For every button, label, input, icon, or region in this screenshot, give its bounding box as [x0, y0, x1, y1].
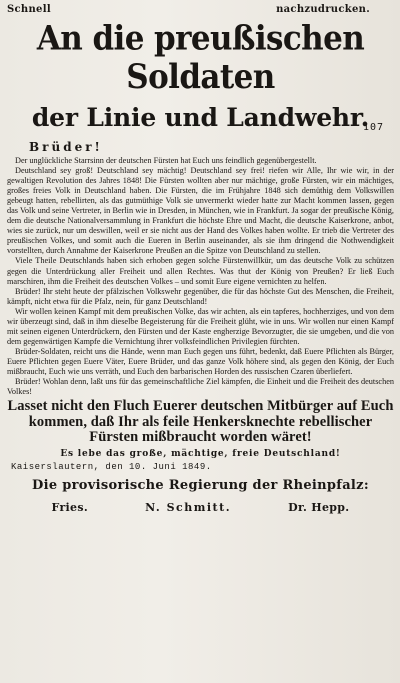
reprint-note: nachzudrucken.: [276, 4, 370, 15]
page-number: 107: [362, 122, 384, 133]
salutation: Brüder!: [29, 140, 103, 154]
signatory-hepp: Dr. Hepp.: [288, 500, 350, 514]
header-left-fragment: Schnell: [7, 4, 51, 15]
signatures-row: [7, 501, 394, 514]
place-and-date: Kaiserslautern, den 10. Juni 1849.: [11, 461, 212, 472]
closing-cheer: Es lebe das große, mächtige, freie Deutschland!: [60, 448, 341, 459]
paragraph: Brüder! Wohlan denn, laßt uns für das gemeinschaftliche Ziel kämpfen, die Einheit und die Freiheit des deutschen Volkes!: [7, 377, 394, 397]
proclamation-subtitle: [7, 102, 394, 134]
proclamation-body: [7, 156, 394, 397]
signatory-fries: Fries.: [51, 500, 88, 514]
paragraph: Der unglückliche Starrsinn der deutschen Fürsten hat Euch uns feindlich gegenübergestellt.: [15, 156, 317, 165]
issuing-government: Die provisorische Regierung der Rheinpfalz:: [32, 477, 369, 493]
bold-appeal: Lasset nicht den Fluch Euerer deutschen Mitbürger auf Euch kommen, daß Ihr als feile Henkersknechte rebellischer Fürsten mißbraucht worden wäret!: [7, 398, 394, 446]
paragraph: Viele Theile Deutschlands haben sich erhoben gegen solche Fürstenwillkür, um das deutsche Volk zu schützen gegen die Unterdrückung aller Freiheit und allen Rechtes. Was thut der König von Preußen? Er ließ Euch marschiren, ihm die Freiheit des deutschen Volkes – und somit Eure eigene vernichten zu helfen.: [7, 256, 394, 286]
paragraph: Wir wollen keinen Kampf mit dem preußischen Volke, das wir achten, als ein tapferes, hochherziges, und von dem wir überzeugt sind, daß in ihm dieselbe Begeisterung für die Freiheit glüht, wie in uns. Wir wollen nur einen Kampf mit seinen eigenen Unterdrückern, den Fürsten und der Kaste engherzige Bevorzugter, die sie umgeben, und die von dem gegenwärtigen Kampfe die Vernichtung ihrer volksfeindlichen Privilegien fürchten.: [7, 306, 394, 346]
subtitle-text: der Linie und Landwehr.: [31, 103, 370, 132]
paragraph: Brüder-Soldaten, reicht uns die Hände, wenn man Euch gegen uns führt, bedenkt, daß Euere Pflichten als Bürger, Euere Pflichten gegen Euere Väter, Euere Brüder, und das ganze Volk höhere sind, als gegen den König, der Euch mißbraucht, Euch wie uns verräth, und Euch den barbarischen Horden des russischen Czaren überliefert.: [7, 346, 394, 376]
header-strip: [7, 4, 394, 18]
paragraph: Brüder! Ihr steht heute der pfälzischen Volkswehr gegenüber, die für das höchste Gut des Menschen, die Freiheit, kämpft, nicht etwa für die Pfalz, nein, für ganz Deutschland!: [7, 286, 394, 306]
paragraph: Deutschland sey groß! Deutschland sey mächtig! Deutschland sey frei! riefen wir Alle, Ihr wie wir, in der gewaltigen Revolution des Jahres 1848! Die Fürsten wollten aber nur mächtige, große Fürsten, wir ein mächtiges, großes freies Volk in Deutschland haben. Die Fürsten, die im Frühjahre 1848 sich demüthig dem Volkswillen gebeugt hatten, rebellirten, als das gutmüthige Volk sie unvermerkt wieder hatte zur Macht kommen lassen, gegen das Volk und seine Vertreter, in Berlin wie in Dresden, in München, wie in Frankfurt. Ja sogar der preußische König, dem die deutsche Nationalversammlung in Frankfurt die höchste Ehre und Macht, die deutsche Kaiserkrone, anbot, wies sie zurück, nur um deswillen, weil er sie nicht aus der Hand des Volkes haben wollte. Er trieb die Vertreter des preußischen Volkes, und somit auch die Eueren in Berlin auseinander, als sie ihm dringend die Nothwendigkeit vorstellten, durch Annahme der Kaiserkrone Preußen an die Spitze von Deutschland zu stellen.: [7, 166, 394, 256]
proclamation-title: An die preußischen Soldaten: [36, 19, 365, 97]
signatory-schmitt: N. Schmitt.: [145, 500, 232, 514]
